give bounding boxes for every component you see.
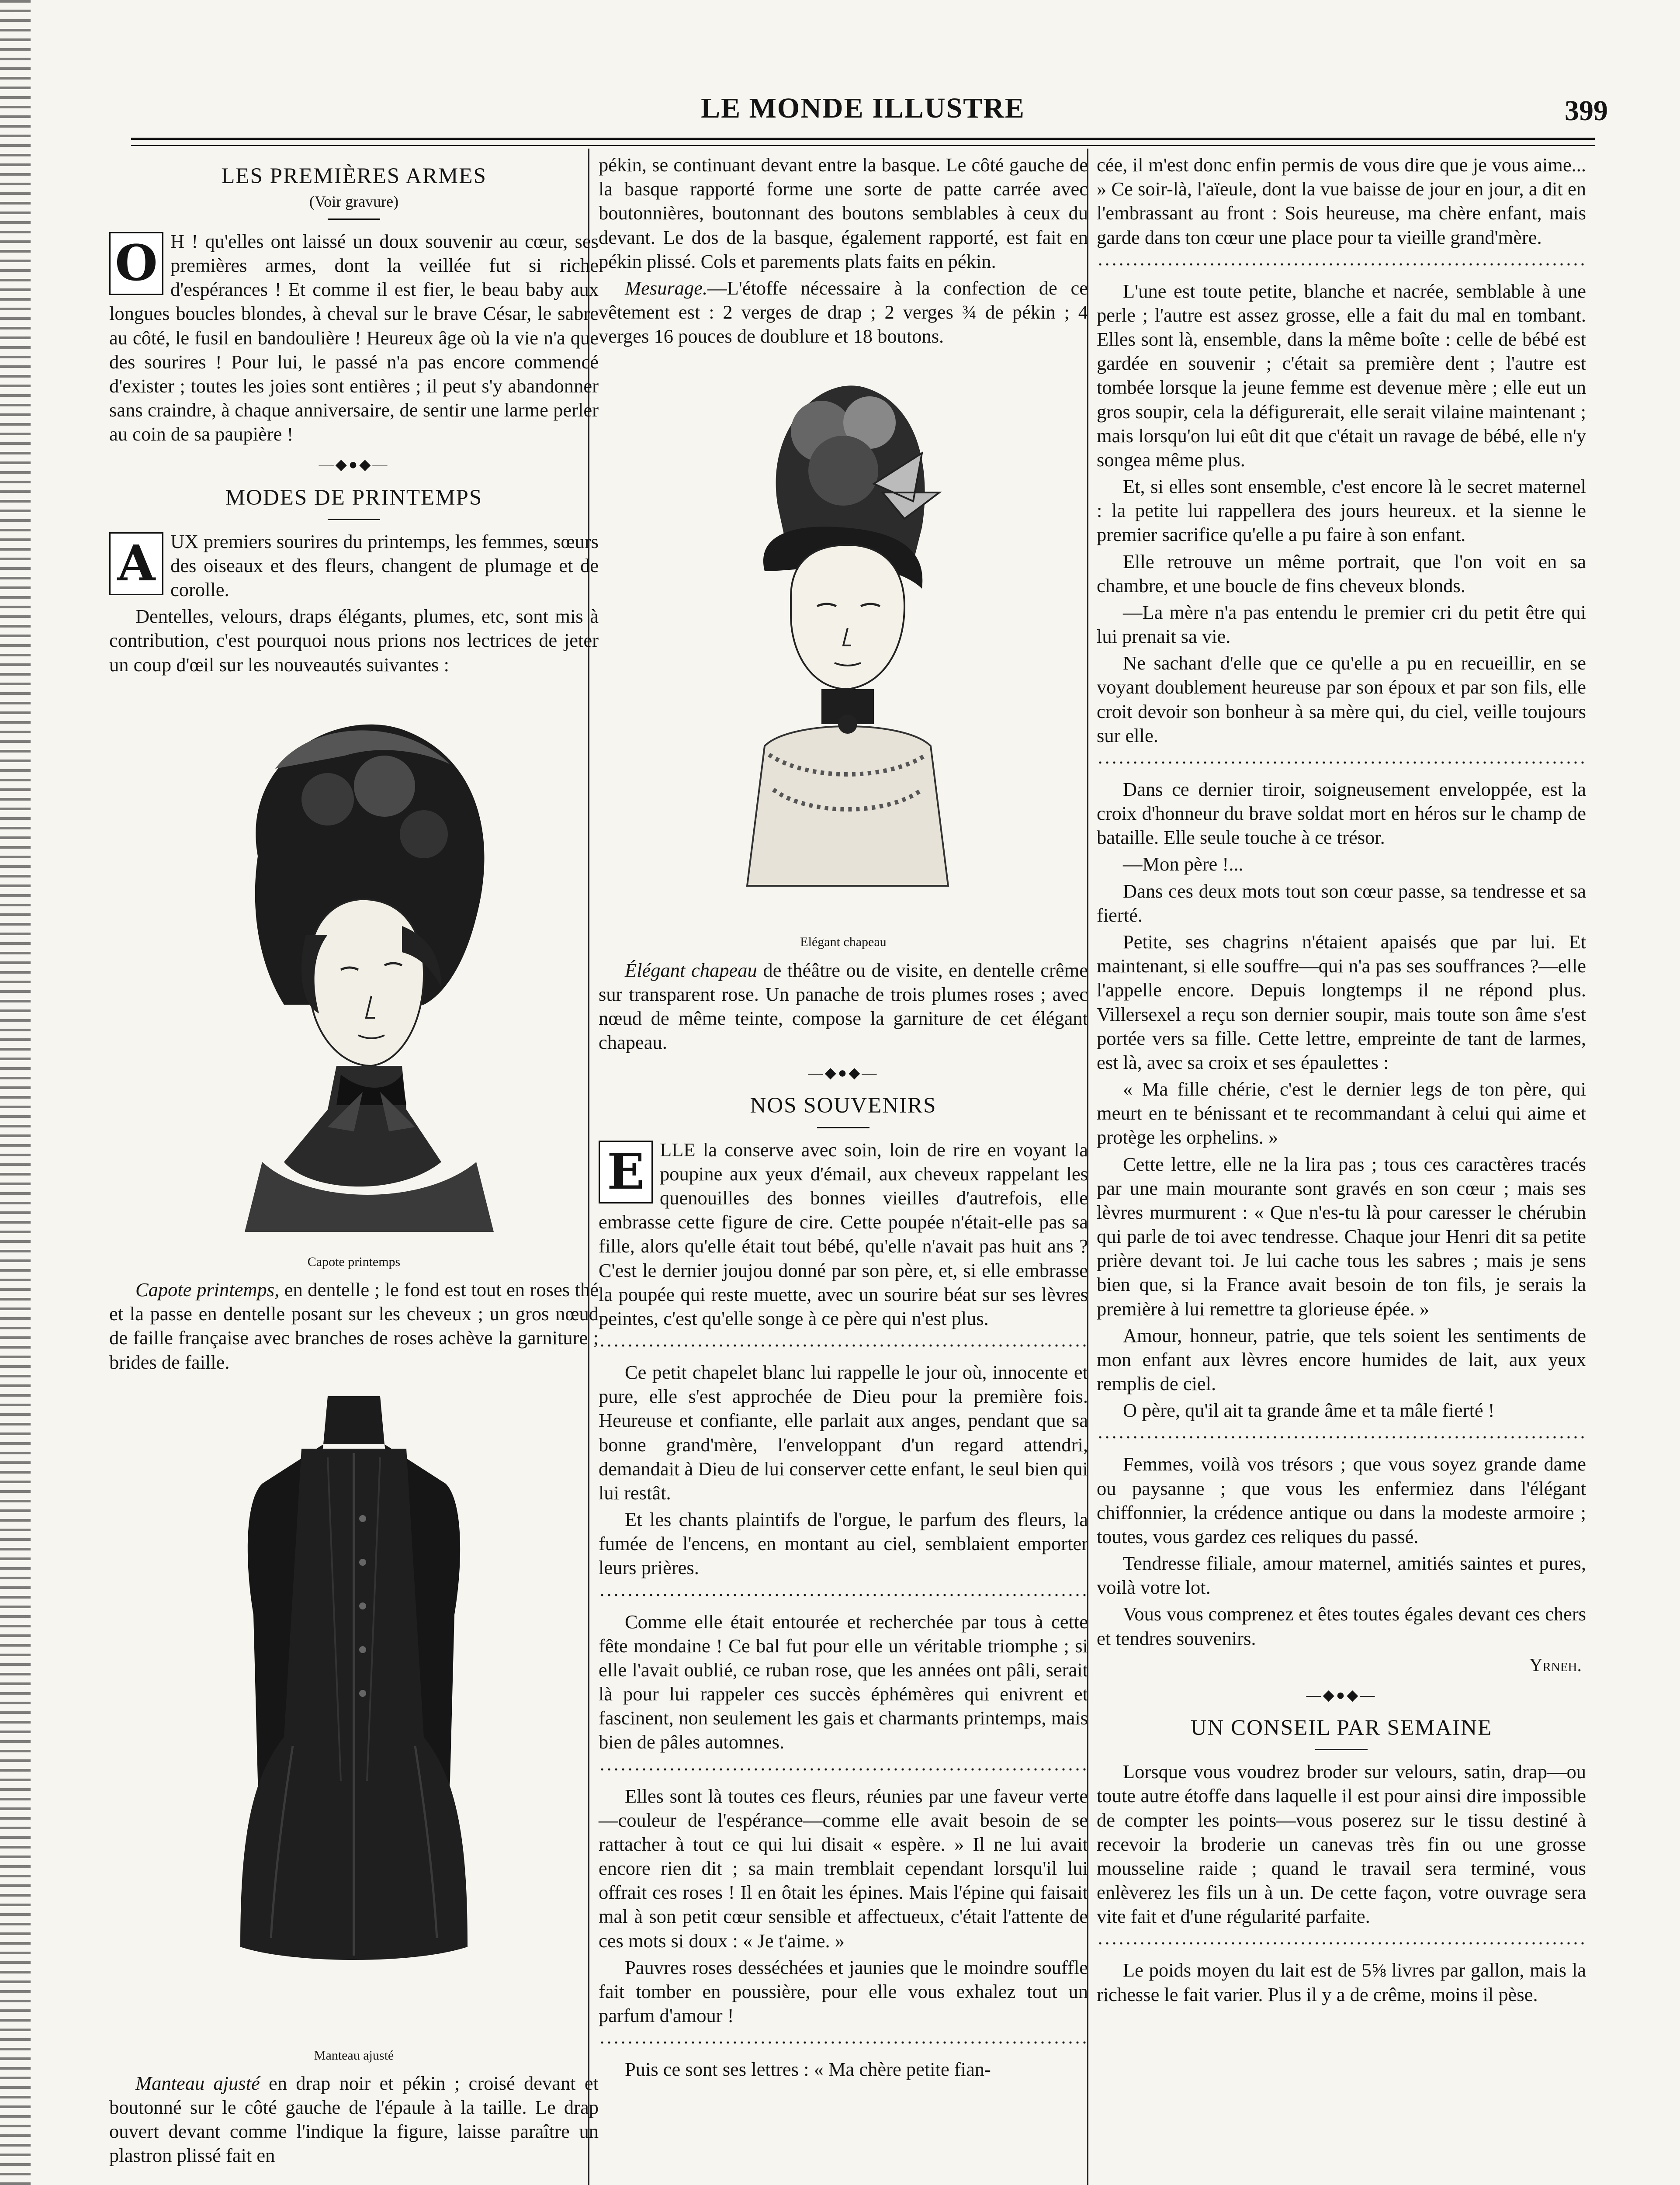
dotted-separator	[599, 1344, 1088, 1347]
heading-rule	[328, 218, 380, 220]
section-subheading: (Voir gravure)	[309, 193, 399, 211]
paragraph: cée, il m'est donc enfin permis de vous dire que je vous aime... » Ce soir-là, l'aïeule, dont la vue baisse de jour en jour, a dit en l'embrassant au front : Sois heureuse, ma chère enfant, mais garde dans ton cœur une place pour ta vieille grand'mère.	[1097, 154, 1586, 248]
manteau-illustration	[197, 1387, 511, 2043]
drop-cap-e: E	[599, 1141, 653, 1203]
paragraph: A UX premiers sourires du printemps, les femmes, sœurs des oiseaux et des fleurs, changent de plumage et de corolle.	[109, 530, 599, 602]
paragraph: O père, qu'il ait ta grande âme et ta mâle fierté !	[1123, 1399, 1495, 1422]
paragraph: Dans ces deux mots tout son cœur passe, sa tendresse et sa fierté.	[1097, 880, 1586, 926]
author-signature: Yrneh.	[1529, 1655, 1582, 1675]
heading-rule	[817, 1127, 869, 1128]
paragraph: Manteau ajusté en drap noir et pékin ; croisé devant et boutonné sur le côté gauche de l'épaule à la taille. Le drap ouvert devant comme l'indique la figure, laisse paraître un plastron plissé fait en	[109, 2072, 599, 2167]
paragraph: L'une est toute petite, blanche et nacrée, semblable à une perle ; l'autre est assez grosse, elle a fait du mal en tombant. Elles sont là, ensemble, dans la même boîte : celle de bébé est gardée en souvenir ; c'était sa première dent ; l'autre est tombée lorsque la jeune femme est devenue mère ; elle eut un gros soupir, cela la défigurerait, elle serait vilaine maintenant ; mais lorsqu'on lui eût dit que c'était un ravage de bébé, elle n'y songea même plus.	[1097, 280, 1586, 471]
column-2	[599, 153, 1088, 2185]
paragraph: Cette lettre, elle ne la lira pas ; tous ces caractères tracés par une main mourante sont gravés en son cœur ; mais ses lèvres murmurent : « Que n'es-tu là pour caresser le chérubin qui parle de toi avec tendresse. Chaque jour Henri dit sa petite prière devant toi. Je lui cache tous les sabres ; mais je sens bien que, si la France avait besoin de ton fils, je serais la première à lui remettre ta glorieuse épée. »	[1097, 1153, 1586, 1320]
paragraph: —Mon père !...	[1123, 853, 1244, 875]
paragraph: Comme elle était entourée et recherchée par tous à cette fête mondaine ! Ce bal fut pour elle un véritable triomphe ; si elle l'avait oublié, ce ruban rose, que les années ont pâli, serait là pour lui rappeler ces succès éphémères qui enivrent et fascinent, non seulement les gais et charmants printemps, mais bien de pâles automnes.	[599, 1610, 1088, 1753]
ornament-divider: —◆●◆—	[808, 1065, 879, 1082]
drop-cap-a: A	[109, 532, 163, 595]
dotted-separator	[1097, 263, 1586, 266]
dotted-separator	[1097, 1942, 1586, 1945]
section-heading-conseil: UN CONSEIL PAR SEMAINE	[1190, 1716, 1493, 1741]
paragraph: Le poids moyen du lait est de 5⅝ livres par gallon, mais la richesse le fait varier. Plus il y a de crême, moins il pèse.	[1097, 1959, 1586, 2005]
paragraph: Mesurage.—L'étoffe nécessaire à la confection de ce vêtement est : 2 verges de drap ; 2 verges ¾ de pékin ; 4 verges 16 pouces de doublure et 18 boutons.	[599, 277, 1088, 347]
paragraph: Élégant chapeau de théâtre ou de visite, en dentelle crême sur transparent rose. Un panache de trois plumes roses ; avec nœud de même teinte, compose la garniture de cet élégant chapeau.	[599, 959, 1088, 1054]
paragraph: Ce petit chapelet blanc lui rappelle le jour où, innocente et pure, elle s'est approchée de Dieu pour la première fois. Heureuse et confiante, elle parlait aux anges, pendant que sa bonne grand'mère, l'enveloppant d'un regard attendri, demandait à Dieu de lui conserver cette enfant, le seul bien qui lui restât.	[599, 1361, 1088, 1504]
section-heading-souvenirs: NOS SOUVENIRS	[750, 1093, 937, 1118]
dotted-separator	[599, 1593, 1088, 1597]
dotted-separator	[599, 1768, 1088, 1771]
column-1	[109, 153, 599, 2185]
heading-rule	[328, 519, 380, 520]
paragraph: Dans ce dernier tiroir, soigneusement enveloppée, est la croix d'honneur du brave soldat mort en héros sur le champ de bataille. Elle seule touche à ce trésor.	[1097, 778, 1586, 849]
paragraph: E LLE la conserve avec soin, loin de rire en voyant la poupine aux yeux d'émail, aux cheveux rappelant les quenouilles des bonnes vieilles d'autrefois, elle embrasse cette figure de cire. Cette poupée n'était-elle pas sa fille, alors qu'elle était tout bébé, qu'elle n'avait pas huit ans ? C'est le dernier joujou donné par son père, et, si elle embrasse la poupée qui reste muette, avec un sourire béat sur ses lèvres peintes, c'est qu'elle songe à ce père qui n'est plus.	[599, 1138, 1088, 1329]
ornament-divider: —◆●◆—	[319, 457, 389, 473]
binding-edge	[0, 0, 31, 2185]
dotted-separator	[1097, 761, 1586, 764]
paragraph: —La mère n'a pas entendu le premier cri du petit être qui lui prenait sa vie.	[1097, 601, 1586, 648]
paragraph: Puis ce sont ses lettres : « Ma chère petite fian-	[625, 2058, 991, 2081]
capote-illustration	[197, 690, 511, 1249]
paragraph: Dentelles, velours, draps élégants, plumes, etc, sont mis à contribution, c'est pourquoi nous prions nos lectrices de jeter un coup d'œil sur les nouveautés suivantes :	[109, 605, 599, 676]
masthead-rule	[131, 138, 1595, 146]
paragraph: Vous vous comprenez et êtes toutes égales devant ces chers et tendres souvenirs.	[1097, 1603, 1586, 1649]
journal-title: LE MONDE ILLUSTRE	[701, 92, 1025, 124]
page-number: 399	[1565, 95, 1608, 127]
paragraph: Petite, ses chagrins n'étaient apaisés que par lui. Et maintenant, si elle souffre—qui n'a pas ses souffrances ?—elle l'appelle encore. Depuis longtemps il ne répond plus. Villersexel a reçu son dernier soupir, mais toute son âme s'est portée vers sa fille. Cette lettre, empreinte de tant de larmes, est là, avec sa croix et ses épaulettes :	[1097, 930, 1586, 1073]
paragraph: Elle retrouve un même portrait, que l'on voit en sa chambre, et une boucle de fins cheveux blonds.	[1097, 550, 1586, 597]
column-3	[1097, 153, 1586, 2185]
paragraph: Elles sont là toutes ces fleurs, réunies par une faveur verte—couleur de l'espérance—comme elle avait besoin de se rattacher à tout ce qui lui disait « espère. » Il ne lui avait encore rien dit ; sa main tremblait cependant lorsqu'il lui offrait ces roses ! Il en ôtait les épines. Mais l'épine qui faisait mal à son petit cœur sensible et affectueux, c'était l'attente de ces mots si doux : « Je t'aime. »	[599, 1785, 1088, 1952]
paragraph: O H ! qu'elles ont laissé un doux souvenir au cœur, ses premières armes, dont la veillée fut si riche d'espérances ! Et comme il est fier, le beau baby aux longues boucles blondes, à cheval sur le brave César, le sabre au côté, le fusil en bandoulière ! Heureux âge où la vie n'a que des sourires ! Pour lui, le passé n'a pas encore commencé d'exister ; toutes les joies sont entières ; il peut s'y abandonner sans craindre, à chaque anniversaire, de sentir une larme perler au coin de sa paupière !	[109, 230, 599, 445]
dotted-separator	[599, 2041, 1088, 2044]
figure-caption: Capote printemps	[307, 1254, 401, 1269]
heading-rule	[1315, 1749, 1368, 1750]
masthead	[131, 83, 1608, 140]
paragraph: Et les chants plaintifs de l'orgue, le parfum des fleurs, la fumée de l'encens, en montant au ciel, semblaient emporter leurs prières.	[599, 1509, 1088, 1579]
figure-caption: Elégant chapeau	[800, 935, 887, 950]
paragraph: Pauvres roses desséchées et jaunies que le moindre souffle fait tomber en poussière, pour elle vous exhalez tout un parfum d'amour !	[599, 1956, 1088, 2027]
paragraph: Femmes, voilà vos trésors ; que vous soyez grande dame ou paysanne ; que vous les enfermiez dans l'élégant chiffonnier, la crédence antique ou dans la modeste armoire ; toutes, vous gardez ces reliques du passé.	[1097, 1453, 1586, 1547]
paragraph: Amour, honneur, patrie, que tels soient les sentiments de mon enfant aux lèvres encore humides de lait, aux yeux remplis de ciel.	[1097, 1324, 1586, 1395]
paragraph: Lorsque vous voudrez broder sur velours, satin, drap—ou toute autre étoffe dans laquelle il est pour ainsi dire impossible de compter les points—vous poserez sur le tissu destiné à recevoir la broderie un canevas très fin ou une grosse mousseline raide ; quand le travail sera terminé, vous enlèverez les fils un à un. De cette façon, votre ouvrage sera vite fait et d'une régularité parfaite.	[1097, 1761, 1586, 1928]
paragraph: Et, si elles sont ensemble, c'est encore là le secret maternel : la petite lui rappellera des jours heureux. et la sienne le premier sacrifice qu'elle a pu faire à son enfant.	[1097, 475, 1586, 546]
paragraph: « Ma fille chérie, c'est le dernier legs de ton père, qui meurt en te bénissant et te recommandant à celui qui aime et protège les orphelins. »	[1097, 1078, 1586, 1148]
section-heading-premieres: LES PREMIÈRES ARMES	[221, 164, 487, 188]
ornament-divider: —◆●◆—	[1306, 1687, 1377, 1703]
dotted-separator	[1097, 1436, 1586, 1439]
drop-cap-o: O	[109, 232, 163, 295]
paragraph: Capote printemps, en dentelle ; le fond est tout en roses thé et la passe en dentelle posant sur les cheveux ; un gros nœud de faille française avec branches de roses achève la garniture ; brides de faille.	[109, 1279, 599, 1373]
chapeau-illustration	[677, 361, 1009, 929]
section-heading-modes: MODES DE PRINTEMPS	[225, 485, 483, 510]
paragraph: Ne sachant d'elle que ce qu'elle a pu en recueillir, en se voyant doublement heureuse par son époux et par son fils, elle croit devoir son bonheur à sa mère qui, du ciel, veille toujours sur elle.	[1097, 652, 1586, 746]
paragraph: pékin, se continuant devant entre la basque. Le côté gauche de la basque rapporté forme une sorte de patte carrée avec boutonnières, boutonnant des boutons semblables à ceux du devant. Le dos de la basque, également rapporté, est fait en pékin plissé. Cols et parements plats faits en pékin.	[599, 154, 1088, 272]
figure-caption: Manteau ajusté	[314, 2048, 394, 2063]
paragraph: Tendresse filiale, amour maternel, amitiés saintes et pures, voilà votre lot.	[1097, 1552, 1586, 1599]
